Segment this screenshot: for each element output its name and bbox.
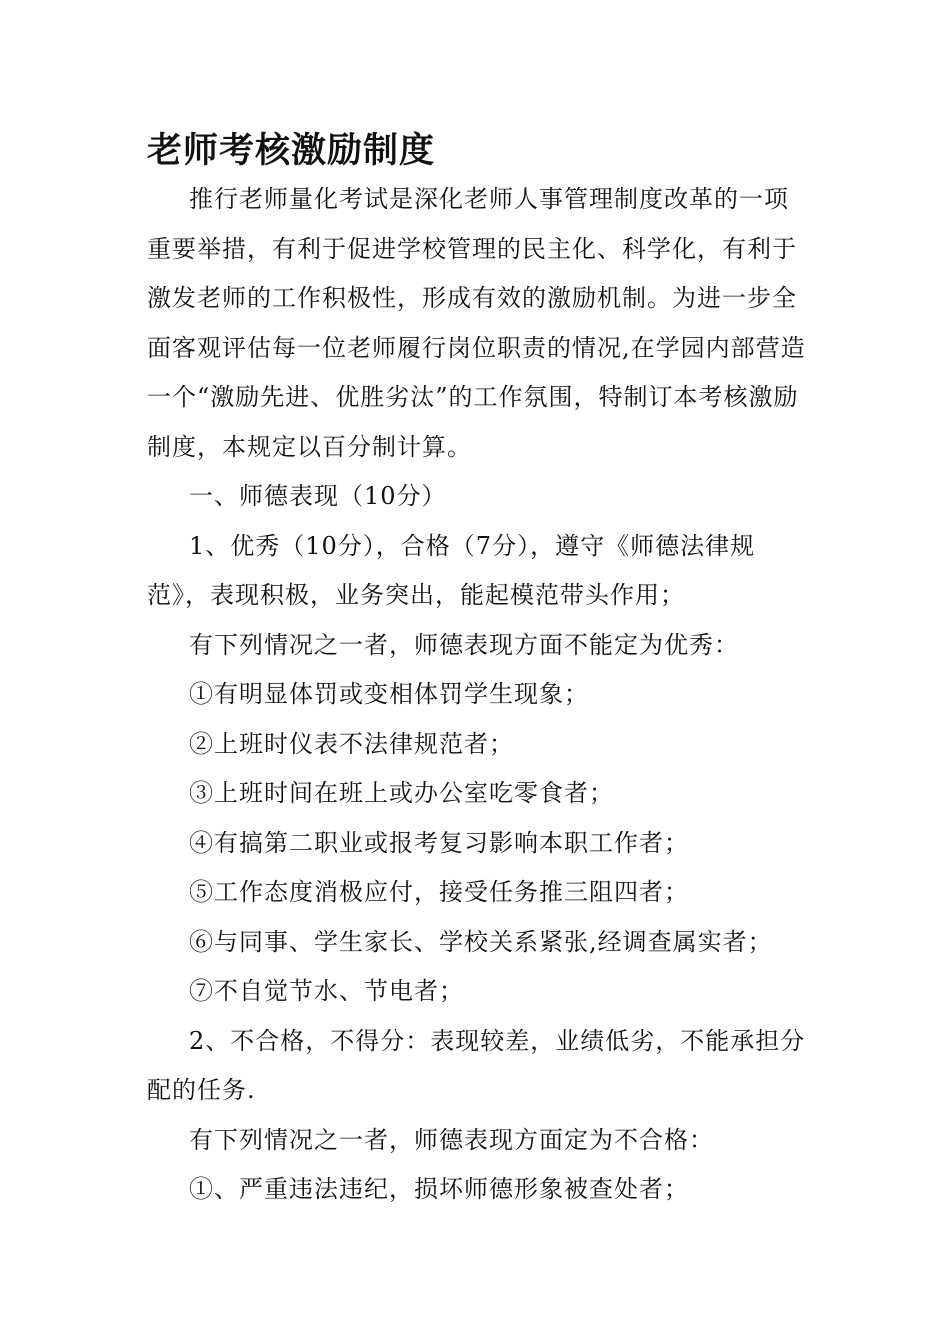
list-item: ⑤工作态度消极应付，接受任务推三阻四者；	[189, 878, 689, 906]
list-item: ①有明显体罚或变相体罚学生现象；	[189, 680, 589, 708]
document-body	[147, 175, 807, 1215]
document-title: 老师考核激励制度	[147, 130, 436, 171]
not-excellent-intro: 有下列情况之一者，师德表现方面不能定为优秀：	[189, 630, 739, 659]
list-item: ①、严重违法违纪，损坏师德形象被查处者；	[189, 1175, 689, 1203]
list-item: ④有搞第二职业或报考复习影响本职工作者；	[189, 828, 689, 857]
intro-paragraph: 推行老师量化考试是深化老师人事管理制度改革的一项重要举措，有利于促进学校管理的民主化、科学化，有利于激发老师的工作积极性，形成有效的激励机制。为进一步全面客观评估每一位老师履行岗位职责的情况,在学园内部营造一个“激励先进、优胜劣汰”的工作氛围，特制订本考核激励制度，本规定以百分制计算。	[147, 185, 806, 461]
section-heading-ethics: 一、师德表现（10分）	[189, 482, 447, 510]
list-item: ②上班时仪表不法律规范者；	[189, 729, 514, 758]
list-item: ⑥与同事、学生家长、学校关系紧张,经调查属实者；	[189, 927, 773, 956]
list-item: ⑦不自觉节水、节电者；	[189, 977, 464, 1005]
list-item: ③上班时间在班上或办公室吃零食者；	[189, 779, 614, 807]
unqualified-intro: 有下列情况之一者，师德表现方面定为不合格：	[189, 1125, 714, 1154]
item-excellent-qualified: 1、优秀（10分），合格（7分），遵守《师德法律规范》，表现积极，业务突出，能起模范带头作用；	[147, 531, 756, 609]
item-unqualified: 2、不合格，不得分：表现较差，业绩低劣，不能承担分配的任务.	[147, 1026, 806, 1104]
